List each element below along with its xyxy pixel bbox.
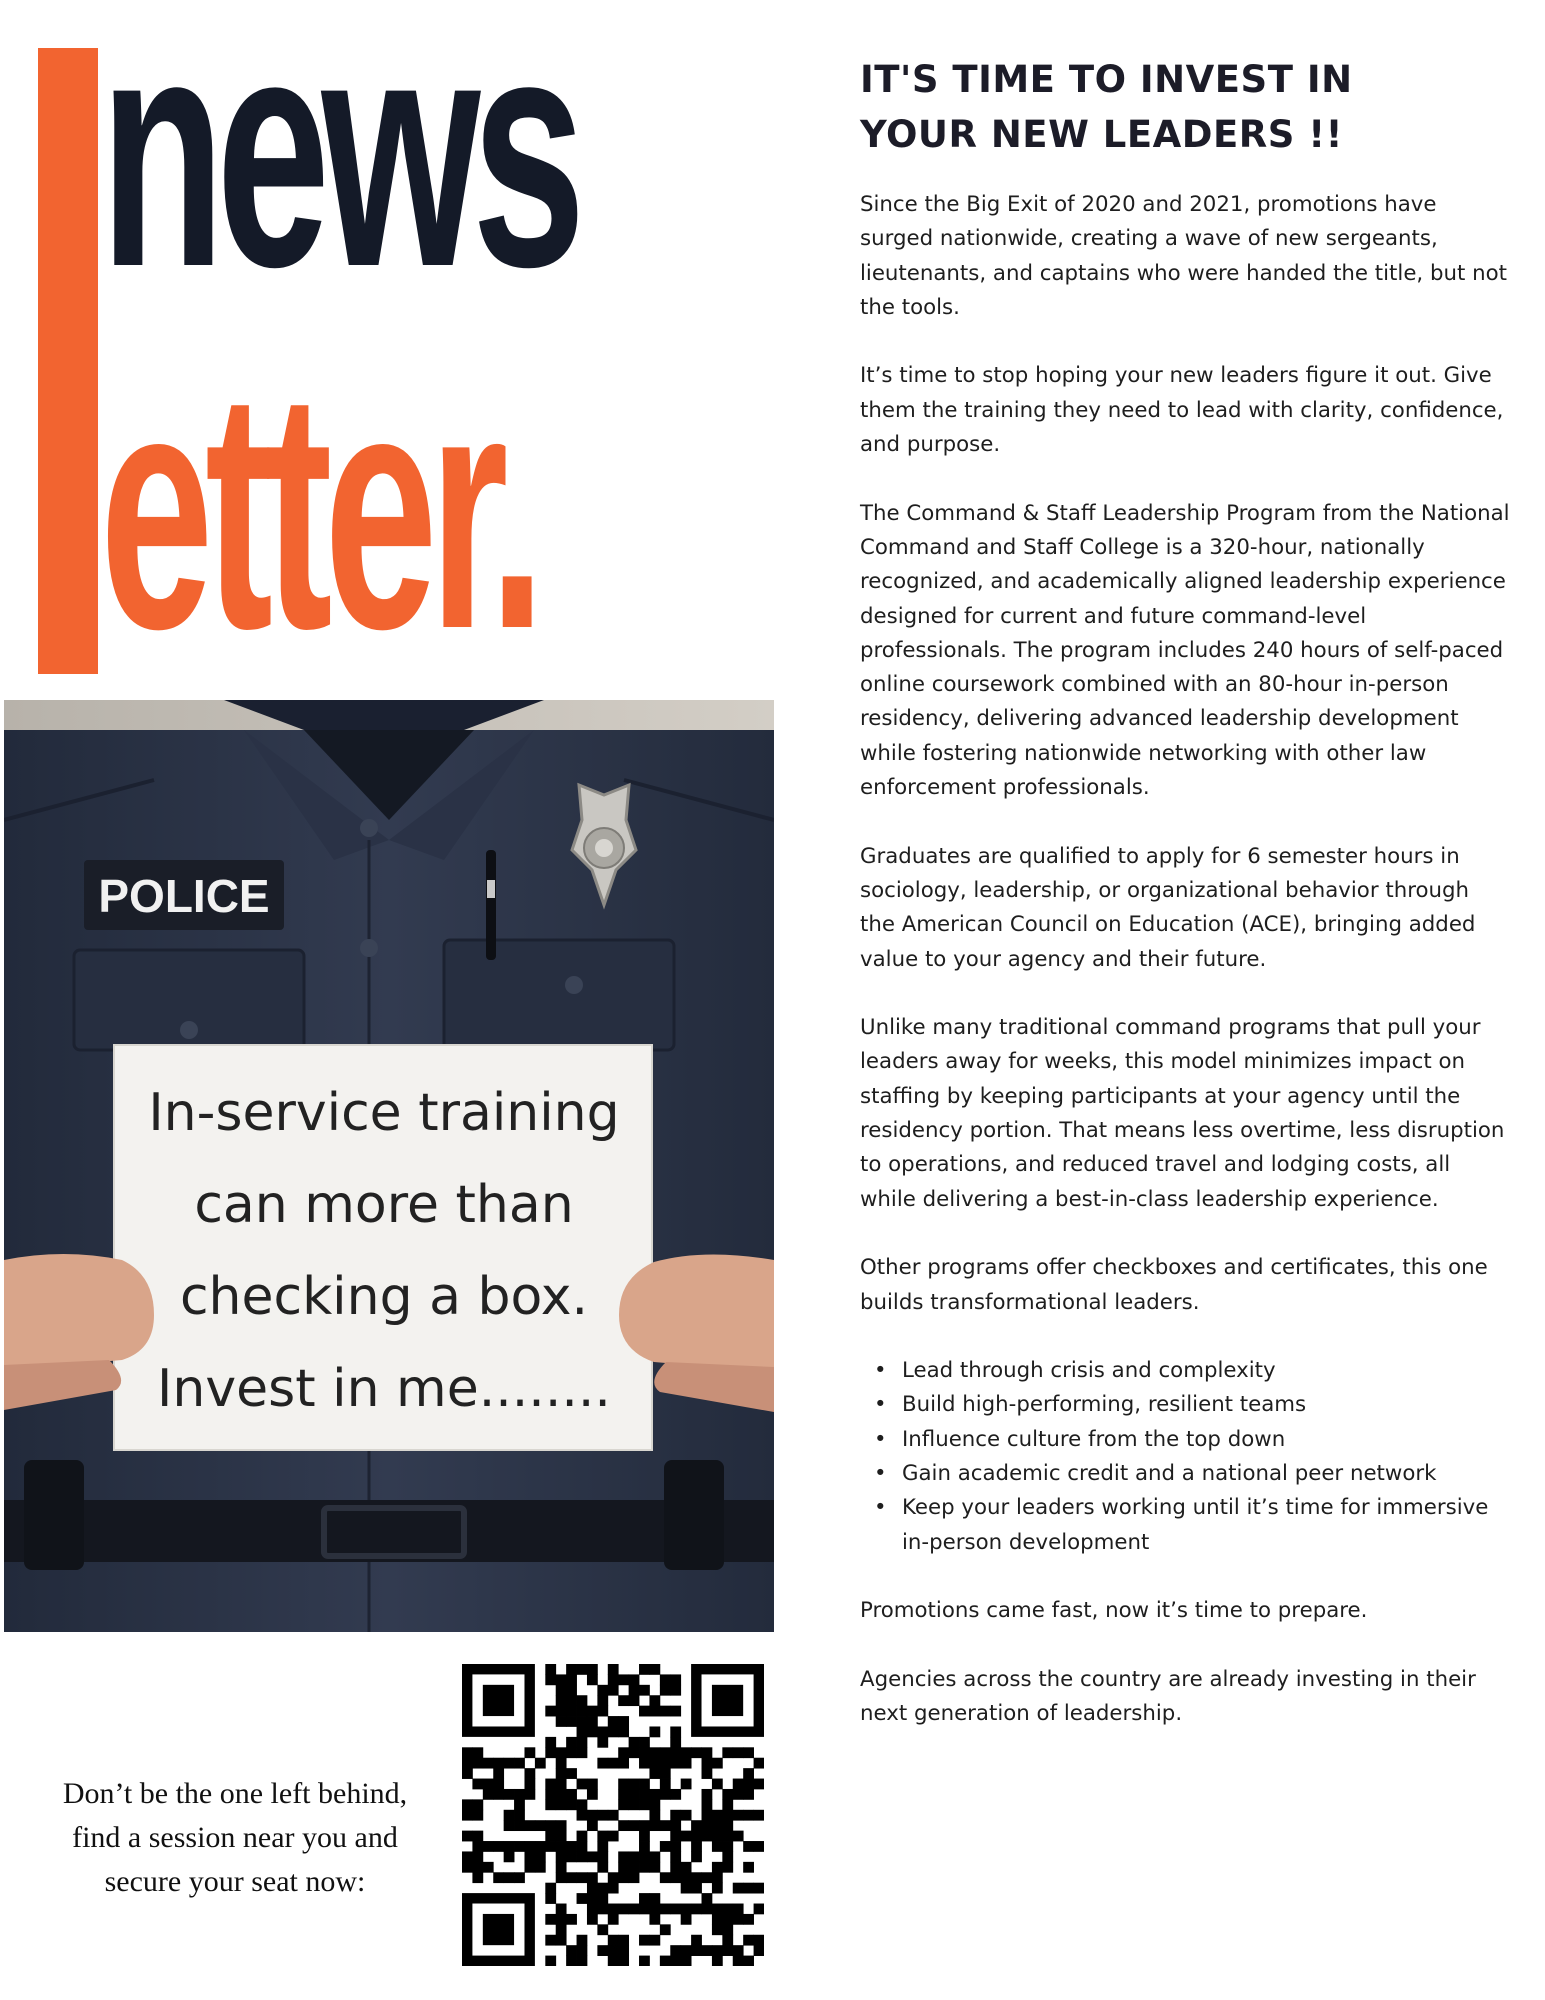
- paragraph-promotions: Promotions came fast, now it’s time to prepare.: [860, 1598, 1368, 1624]
- headline: [860, 52, 1500, 162]
- sign-line-3: checking a box.: [179, 1267, 589, 1327]
- cta-line-3: secure your seat now:: [104, 1865, 366, 1898]
- qr-code-icon[interactable]: [462, 1664, 764, 1966]
- paragraph-other-programs: Other programs offer checkboxes and certificates, this one builds transformational leaders.: [860, 1255, 1488, 1315]
- paragraph-staffing: Unlike many traditional command programs that pull your leaders away for weeks, this model minimizes impact on staffing by keeping participants at your agency until the residency portion. That means less overtime, less disruption to operations, and reduced travel and lodging costs, all while delivering a best-in-class leadership experience.: [860, 1015, 1505, 1212]
- paragraph-graduates: Graduates are qualified to apply for 6 semester hours in sociology, leadership, or organizational behavior through the American Council on Education (ACE), bringing added value to your agency and their future.: [860, 843, 1476, 972]
- list-item: • Keep your leaders working until it’s time for immersive in-person development: [902, 1491, 1510, 1560]
- cta-line-2: find a session near you and: [72, 1821, 398, 1854]
- cta-line-1: Don’t be the one left behind,: [62, 1777, 408, 1810]
- paragraph-agencies: Agencies across the country are already investing in their next generation of leadership.: [860, 1666, 1476, 1727]
- headline-line-1: IT'S TIME TO INVEST IN: [860, 58, 1353, 101]
- masthead-news: news: [100, 0, 577, 335]
- masthead-orange-bar: [38, 48, 98, 674]
- paragraph-program-overview: The Command & Staff Leadership Program from the National Command and Staff College is a 320-hour, nationally recognized, and academically aligned leadership experience designed for current and future command-level professionals. The program includes 240 hours of self-paced online coursework combined with an 80-hour in-person residency, delivering advanced leadership development while fostering nationwide networking with other law enforcement professionals.: [860, 500, 1510, 801]
- list-item: • Lead through crisis and complexity: [902, 1354, 1510, 1388]
- article-body: [860, 188, 1510, 1766]
- list-item: • Influence culture from the top down: [902, 1423, 1510, 1457]
- benefits-list: [860, 1354, 1510, 1560]
- paragraph-stop-hoping: It’s time to stop hoping your new leaders figure it out. Give them the training they need to lead with clarity, confidence, and purpose.: [860, 363, 1504, 458]
- list-item: • Build high-performing, resilient teams: [902, 1388, 1510, 1422]
- list-item: • Gain academic credit and a national peer network: [902, 1457, 1510, 1491]
- police-patch-text: POLICE: [98, 870, 270, 922]
- sign-line-4: Invest in me........: [157, 1359, 611, 1419]
- police-officer-photo: [4, 700, 774, 1632]
- sign-line-1: In-service training: [148, 1083, 620, 1143]
- call-to-action: [30, 1772, 440, 1904]
- masthead-letter: etter.: [100, 320, 538, 700]
- paragraph-big-exit: Since the Big Exit of 2020 and 2021, promotions have surged nationwide, creating a wave of new sergeants, lieutenants, and captains who were handed the title, but not the tools.: [860, 192, 1507, 320]
- headline-line-2: YOUR NEW LEADERS !!: [860, 113, 1344, 156]
- sign-line-2: can more than: [194, 1175, 574, 1235]
